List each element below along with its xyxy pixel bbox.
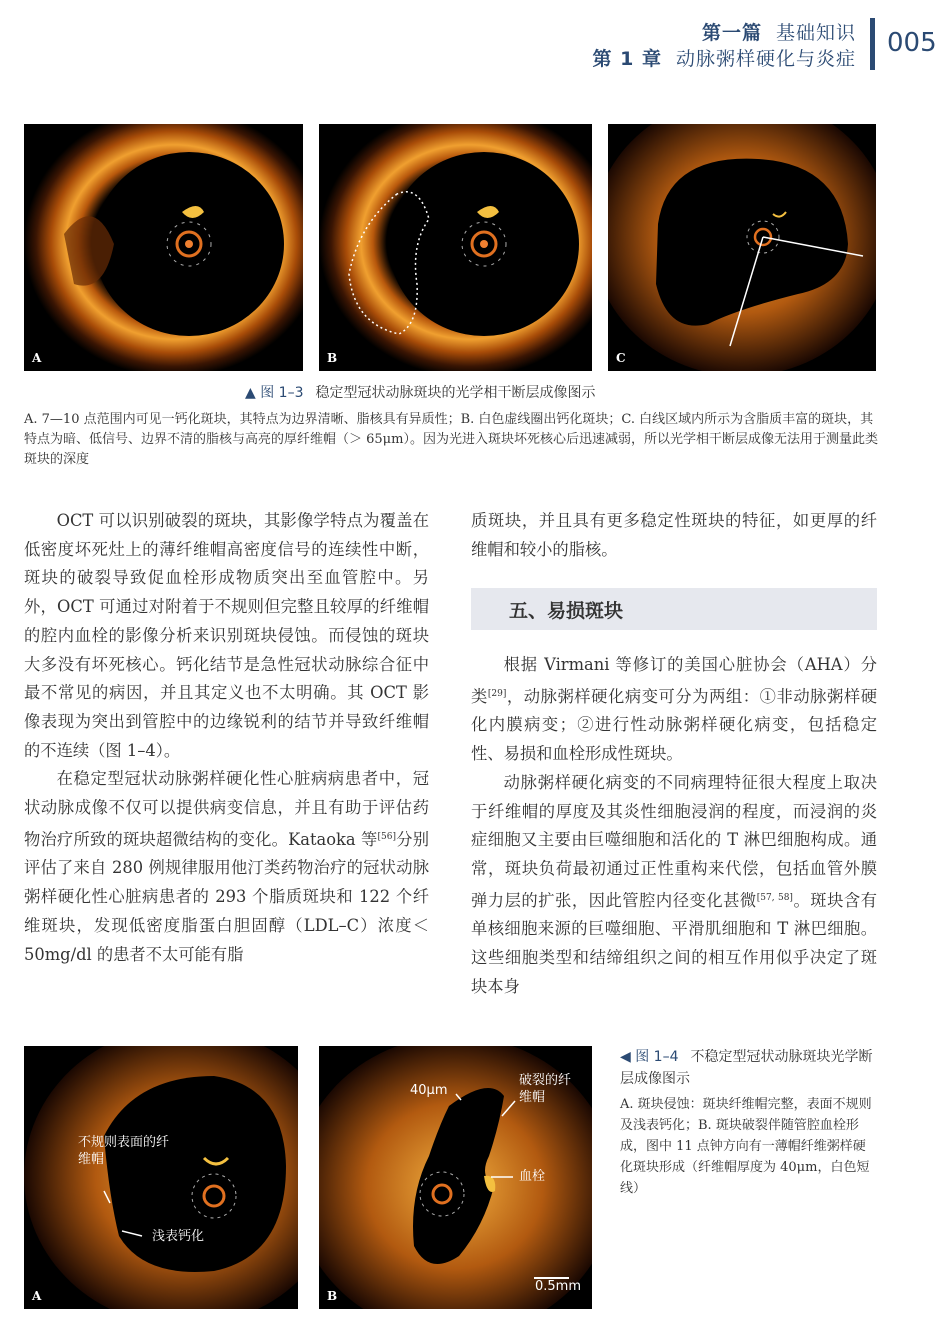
left-paragraph-1: OCT 可以识别破裂的斑块，其影像学特点为覆盖在低密度坏死灶上的薄纤维帽高密度信号的连续性中断，斑块的破裂导致促血栓形成物质突出至血管腔中。另外，OCT 可通过对附着于不规则但完整且较厚的纤维帽的腔内血栓的影像分析来识别斑块侵蚀。而侵蚀的斑块大多没有坏死核心。钙化结节是急性冠状动脉综合征中最不常见的病因，并且其定义也不太明确。其 OCT 影像表现为突出到管腔中的边缘锐利的结节并导致纤维帽的不连续（图 1–4）。 [24, 511, 429, 760]
oct-image-c [608, 124, 876, 371]
figure-1-3-label: 图 1–3 [260, 385, 304, 401]
annotation-ruptured-cap: 破裂的纤维帽 [519, 1073, 572, 1105]
header-part-number: 第一篇 [701, 22, 762, 44]
right-paragraph-2-part-b: 。斑块含有单核细胞来源的巨噬细胞、平滑肌细胞和 T 淋巴细胞。这些细胞类型和结缔组织之间的相互作用似乎决定了斑块本身 [471, 890, 877, 996]
panel-label-a: A [32, 351, 42, 365]
figure-1-3-caption [245, 382, 595, 402]
header-part-title: 基础知识 [775, 22, 856, 44]
oct-image-1-4-a [24, 1046, 298, 1309]
citation-57-58: [57, 58] [756, 892, 793, 903]
right-paragraph-0: 质斑块，并且具有更多稳定性斑块的特征，如更厚的纤维帽和较小的脂核。 [471, 511, 877, 559]
right-paragraph-2 [471, 769, 877, 1002]
left-paragraph-2 [24, 765, 429, 969]
figure-1-3-description: A. 7—10 点范围内可见一钙化斑块，其特点为边界清晰、脂核具有异质性；B. 白色虚线圈出钙化斑块；C. 白线区域内所示为含脂质丰富的斑块，其特点为暗、低信号、边界不清的脂核与高亮的厚纤维帽（＞ 65μm）。因为光进入斑块坏死核心后迅速减弱，所以光学相干断层成像无法用于测量此类斑块的深度 [24, 412, 878, 467]
right-paragraph-2-part-a: 动脉粥样硬化病变的不同病理特征很大程度上取决于纤维帽的厚度及其炎性细胞浸润的程度，而浸润的炎症细胞又主要由巨噬细胞和活化的 T 淋巴细胞构成。通常，斑块负荷最初通过正性重构来代偿，包括血管外膜弹力层的扩张，因此管腔内径变化甚微 [471, 772, 877, 910]
figure-1-3-panel-b [319, 124, 592, 371]
panel-label-c: C [616, 351, 626, 365]
header-divider [870, 18, 875, 70]
figure-1-4-description: A. 斑块侵蚀：斑块纤维帽完整，表面不规则及浅表钙化；B. 斑块破裂伴随管腔血栓形成，图中 11 点钟方向有一薄帽纤维粥样硬化斑块形成（纤维帽厚度为 40μm，白色短线） [620, 1097, 872, 1196]
figure-1-4-label: 图 1–4 [635, 1049, 679, 1065]
annotation-40um: 40μm [410, 1083, 448, 1098]
section-heading-box [471, 588, 877, 630]
caption-triangle-icon: ▲ [245, 385, 261, 401]
citation-56: [56] [377, 831, 396, 842]
right-paragraph-1 [471, 651, 877, 769]
figure-1-4-panel-b [319, 1046, 592, 1309]
header-chapter [593, 44, 856, 71]
annotation-superficial-calcification: 浅表钙化 [152, 1229, 205, 1244]
annotation-irregular-cap: 不规则表面的纤维帽 [78, 1135, 170, 1167]
annotation-thrombus: 血栓 [519, 1169, 546, 1184]
page-number: 005 [887, 28, 937, 58]
citation-29: [29] [487, 688, 507, 699]
right-paragraph-1-part-b: ，动脉粥样硬化病变可分为两组：①非动脉粥样硬化内膜病变；②进行性动脉粥样硬化病变，包括稳定性、易损和血栓形成性斑块。 [471, 686, 877, 764]
section-heading: 五、易损斑块 [509, 600, 624, 622]
right-paragraph-1-part-a: 根据 Virmani 等修订的美国心脏协会（AHA）分类 [471, 655, 877, 706]
oct-image-b [319, 124, 592, 371]
header-part [702, 18, 856, 45]
right-column-body [471, 651, 877, 1001]
figure-1-3-panel-c [608, 124, 876, 371]
left-paragraph-2-part-a: 在稳定型冠状动脉粥样硬化性心脏病病患者中，冠状动脉成像不仅可以提供病变信息，并且有助于评估药物治疗所致的斑块超微结构的变化。Kataoka 等 [24, 769, 429, 849]
panel-label-1-4-a: A [32, 1289, 42, 1303]
figure-1-3-title: 稳定型冠状动脉斑块的光学相干断层成像图示 [315, 385, 596, 401]
panel-label-b: B [327, 351, 338, 365]
header-chapter-title: 动脉粥样硬化与炎症 [675, 48, 856, 70]
left-paragraph-2-part-b: 分别评估了来自 280 例规律服用他汀类药物治疗的冠状动脉粥样硬化性心脏病患者的 293 个脂质斑块和 122 个纤维斑块，发现低密度脂蛋白胆固醇（LDL–C）浓度＜ 50mg/dl 的患者不太可能有脂 [24, 829, 429, 964]
oct-image-a [24, 124, 303, 371]
panel-label-1-4-b: B [327, 1289, 338, 1303]
figure-1-4-panel-a [24, 1046, 298, 1309]
scale-label: 0.5mm [535, 1279, 582, 1294]
figure-1-4-caption [620, 1046, 882, 1090]
right-column-top [471, 507, 877, 564]
figure-1-3-panel-a [24, 124, 303, 371]
caption-left-triangle-icon: ◀ [620, 1049, 636, 1065]
figure-1-4-title: 不稳定型冠状动脉斑块光学断层成像图示 [620, 1049, 873, 1087]
header-chapter-number: 第 1 章 [592, 48, 662, 70]
left-column [24, 507, 429, 969]
